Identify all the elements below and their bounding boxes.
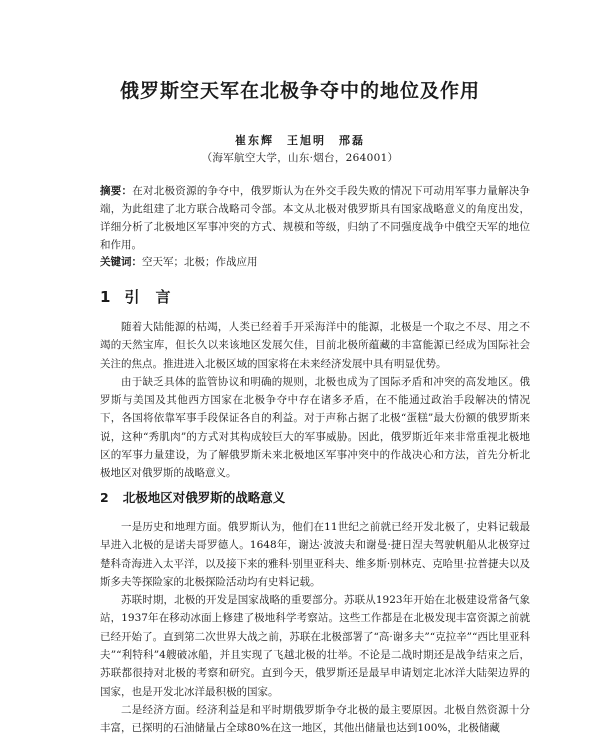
section-2-number: 2: [100, 490, 109, 505]
section-1-body: [100, 318, 530, 483]
abstract-text: 在对北极资源的争夺中，俄罗斯认为在外交手段失败的情况下可动用军事力量解决争端，为此组建了北方联合战略司令部。本文从北极对俄罗斯具有国家战略意义的角度出发，详细分析了北极地区军事冲突的方式、规模和等级，归纳了不同强度战争中俄空天军的地位和作用。: [100, 185, 531, 251]
author-list: 崔东辉 王旭明 邢磊: [235, 134, 365, 147]
paragraph: 一是历史和地理方面。俄罗斯认为，他们在11世纪之前就已经开发北极了，史料记载最早进入北极的是诺夫哥罗德人。1648年，谢达·波波夫和谢曼·捷日涅夫驾驶帆船从北极穿过楚科奇海进入太平洋，以及接下来的雅科·别里亚科夫、维多斯·别林克、克哈里·拉普捷夫以及斯多夫等探险家的北极探险活动均有史料记载。: [100, 521, 531, 588]
keywords: [100, 254, 530, 269]
keywords-text: 空天军；北极；作战应用: [142, 256, 258, 268]
abstract: [100, 182, 530, 254]
section-2-body: [100, 518, 530, 738]
section-2-heading: [100, 488, 285, 506]
section-1-number: 1: [100, 288, 111, 306]
abstract-label: 摘要：: [100, 185, 133, 197]
section-2-title: 北极地区对俄罗斯的战略意义: [122, 490, 286, 505]
author-affiliation: （海军航空大学，山东·烟台，264001）: [201, 152, 399, 164]
paragraph: 苏联时期，北极的开发是国家战略的重要部分。苏联从1923年开始在北极建设常备气象站，1937年在移动冰面上修建了极地科学考察站。这些工作都是在北极发现丰富资源之前就已经开始了。直到第二次世界大战之前，苏联在北极部署了“高·谢多夫”“克拉辛”“西比里亚科夫”“利特科”4艘破冰船，并且实现了飞越北极的壮举。不论是二战时期还是战争结束之后，苏联都很持对北极的考察和研究。直到今天，俄罗斯还是最早申请划定北冰洋大陆架边界的国家，也是开发北冰洋最积极的国家。: [100, 594, 530, 698]
keywords-label: 关键词：: [100, 256, 142, 268]
section-1-heading: [100, 286, 186, 307]
paragraph: 随着大陆能源的枯竭，人类已经着手开采海洋中的能源，北极是一个取之不尽、用之不竭的天然宝库，但长久以来该地区发展欠佳，目前北极所蕴藏的丰富能源已经成为国际社会关注的焦点。推进进入北极区域的国家将在未来经济发展中具有明显优势。: [100, 321, 530, 370]
paragraph: 由于缺乏具体的监管协议和明确的规则，北极也成为了国际矛盾和冲突的高发地区。俄罗斯与美国及其他西方国家在北极争夺中存在诸多矛盾，在不能通过政治手段解决的情况下，各国将依靠军事手段保证各自的利益。对于声称占据了北极“蛋糕”最大份额的俄罗斯来说，这种“秀肌肉”的方式对其构成较巨大的军事威胁。因此，俄罗斯近年来非常重视北极地区的军事力量建设，为了解俄罗斯未来北极地区军事冲突中的作战决心和方法，首先分析北极地区对俄罗斯的战略意义。: [100, 375, 530, 480]
paragraph: 二是经济方面。经济利益是和平时期俄罗斯争夺北极的最主要原因。北极自然资源十分丰富，已探明的石油储量占全球80%在这一地区，其他出储量也达到100%，北极储藏: [100, 703, 530, 735]
section-1-title: 引言: [124, 288, 187, 306]
paper-title: 俄罗斯空天军在北极争夺中的地位及作用: [119, 80, 480, 102]
